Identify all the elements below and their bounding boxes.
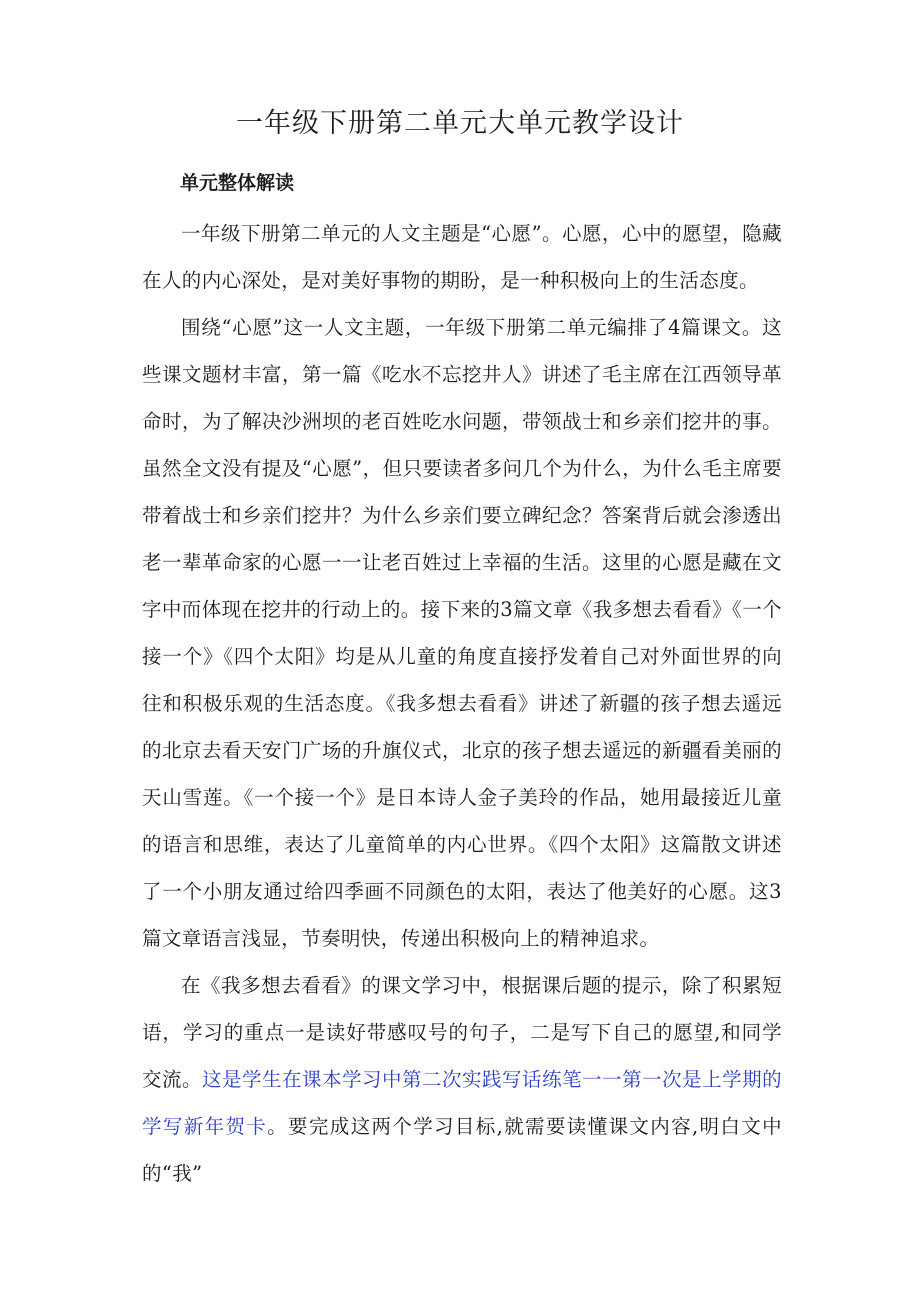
paragraph-2: 围绕“心愿”这一人文主题，一年级下册第二单元编排了4篇课文。这些课文题材丰富，第一篇《吃水不忘挖井人》讲述了毛主席在江西领导革命时，为了解决沙洲坝的老百姓吃水问题，带领战士和乡亲们挖井的事。虽然全文没有提及“心愿”，但只要读者多问几个为什么，为什么毛主席要带着战士和乡亲们挖井？为什么乡亲们要立碑纪念？答案背后就会渗透出老一辈革命家的心愿一一让老百姓过上幸福的生活。这里的心愿是藏在文字中而体现在挖井的行动上的。接下来的3篇文章《我多想去看看》《一个接一个》《四个太阳》均是从儿童的角度直接抒发着自己对外面世界的向往和积极乐观的生活态度。《我多想去看看》讲述了新疆的孩子想去遥远的北京去看天安门广场的升旗仪式，北京的孩子想去遥远的新疆看美丽的天山雪莲。《一个接一个》是日本诗人金子美玲的作品，她用最接近儿童的语言和思维，表达了儿童简单的内心世界。《四个太阳》这篇散文讲述了一个小朋友通过给四季画不同颜色的太阳，表达了他美好的心愿。这3篇文章语言浅显，节奏明快，传递出积极向上的精神追求。 — [142, 316, 782, 950]
paragraph-3-highlight: 这是学生在课本学习中第二次实践写话练笔一一第一次是上学期的学写新年贺卡 — [142, 1068, 782, 1138]
paragraph-3 — [142, 962, 782, 1197]
section-heading: 单元整体解读 — [180, 172, 295, 194]
paragraph-3-text-before: 在《我多想去看看》的课文学习中，根据课后题的提示，除了积累短语，学习的重点一是读好带感叹号的句子，二是写下自己的愿望,和同学交流。 — [142, 974, 782, 1091]
paragraph-3-text-after: 。要完成这两个学习目标,就需要读懂课文内容,明白文中的“我” — [142, 1115, 782, 1185]
paragraph-1: 一年级下册第二单元的人文主题是“心愿”。心愿，心中的愿望，隐藏在人的内心深处，是对美好事物的期盼，是一种积极向上的生活态度。 — [142, 222, 782, 292]
page-title: 一年级下册第二单元大单元教学设计 — [236, 108, 684, 139]
document-body — [142, 210, 782, 1197]
